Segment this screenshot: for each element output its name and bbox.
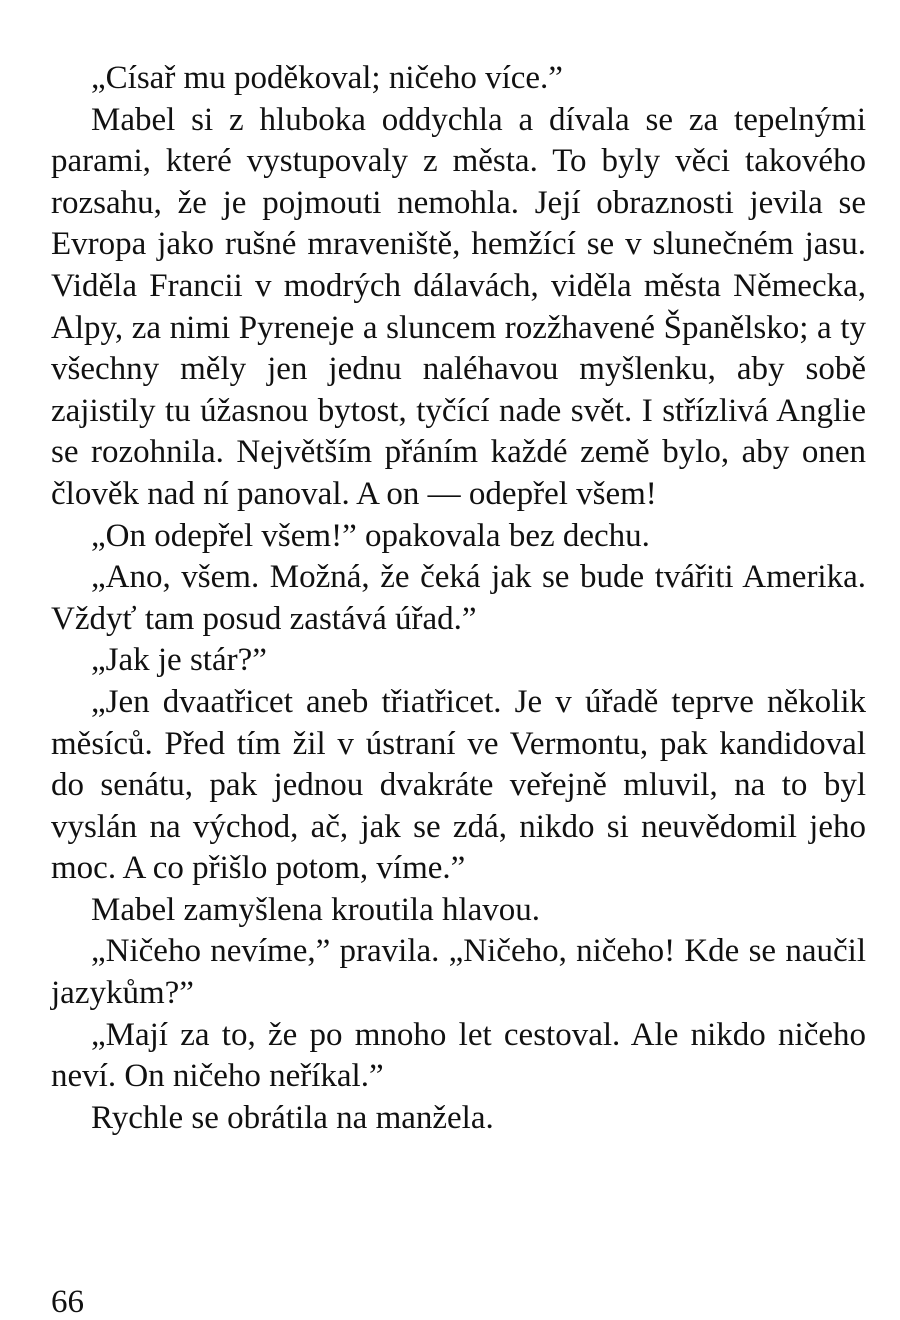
paragraph-2: Mabel si z hluboka oddychla a dívala se za tepelnými parami, které vystupovaly z města. To byly věci takového rozsahu, že je pojmouti nemohla. Její obraznosti jevila se Evropa jako rušné mraveniště, hemžící se v slunečném jasu. Viděla Francii v modrých dálavách, viděla města Německa, Alpy, za nimi Pyreneje a sluncem rozžhavené Španělsko; a ty všechny měly jen jednu naléhavou myšlenku, aby sobě zajistily tu úžasnou bytost, tyčící nade svět. I střízlivá Anglie se rozohnila. Největším přáním každé země bylo, aby onen člověk nad ní panoval. A on — odepřel všem! (51, 101, 866, 512)
page-number: 66 (51, 1284, 84, 1320)
paragraph-4: „Ano, všem. Možná, že čeká jak se bude tvářiti Amerika. Vždyť tam posud zastává úřad.” (51, 559, 866, 637)
paragraph-1: „Císař mu poděkoval; ničeho více.” (91, 60, 563, 96)
paragraph-9: „Mají za to, že po mnoho let cestoval. Ale nikdo ničeho neví. On ničeho neříkal.” (51, 1016, 866, 1095)
paragraph-8: „Ničeho nevíme,” pravila. „Ničeho, ničeho! Kde se naučil jazykům?” (51, 933, 866, 1012)
paragraph-6: „Jen dvaatřicet aneb třiatřicet. Je v úřadě teprve několik měsíců. Před tím žil v ústraní ve Vermontu, pak kandidoval do senátu, pak jednou dvakráte veřejně mluvil, na to byl vyslán na východ, ač, jak se zdá, nikdo si neuvědomil jeho moc. A co přišlo potom, víme.” (51, 683, 866, 887)
paragraph-3: „On odepřel všem!” opakovala bez dechu. (91, 517, 650, 554)
paragraph-7: Mabel zamyšlena kroutila hlavou. (91, 891, 541, 928)
paragraph-5: „Jak je stár?” (91, 642, 267, 679)
book-page-text (51, 58, 866, 1139)
paragraph-10: Rychle se obrátila na manžela. (91, 1099, 494, 1136)
